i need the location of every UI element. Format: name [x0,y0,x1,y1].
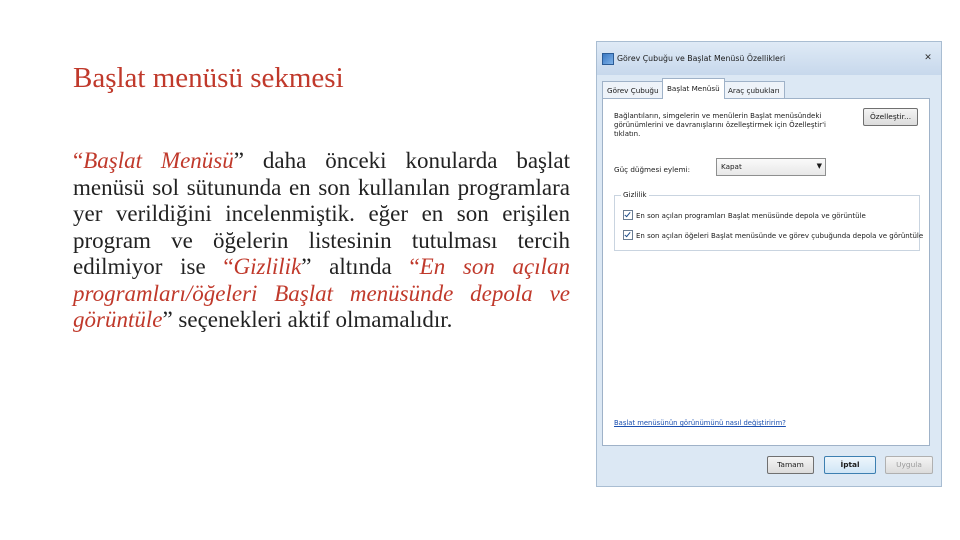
power-button-value: Kapat [721,162,742,171]
customize-description: Bağlantıların, simgelerin ve menülerin Başlat menüsündeki görünümlerini ve davranışlarını özelleştirmek için Özelleştir'i tıklatın. [614,112,826,138]
tab-start-menu[interactable]: Başlat Menüsü [662,78,725,99]
cancel-button[interactable]: İptal [824,456,876,474]
recent-items-label: En son açılan öğeleri Başlat menüsünde ve görev çubuğunda depola ve görüntüle [636,232,924,240]
customize-button[interactable]: Özelleştir... [863,108,918,126]
properties-dialog [596,41,942,487]
body-text-part3: seçenekleri aktif olmamalıdır. [172,307,453,332]
dialog-titlebar[interactable] [597,42,941,75]
chevron-down-icon: ▼ [816,162,822,170]
dialog-title: Görev Çubuğu ve Başlat Menüsü Özellikleri [617,54,786,63]
taskbar-properties-icon [602,53,614,65]
checkmark-icon[interactable] [623,230,633,240]
quote-open: “ [73,148,84,173]
recent-programs-checkbox-row[interactable] [623,211,866,221]
quote-close: ” [233,148,244,173]
body-text-part1: daha önceki konularda başlat menüsü sol sütununda en son kullanılan programlara yer verildiğini incelenmiştik. eğer en son erişilen program ve öğelerin listesinin tutulması tercih edilmiyor ise [73,148,570,279]
quoted-option-name: En son açılan programları/öğeleri Başlat menüsünde depola ve görüntüle [73,254,570,332]
power-button-select[interactable] [716,158,826,176]
tab-taskbar[interactable]: Görev Çubuğu [602,81,664,98]
quote-close: ” [301,254,312,279]
slide-title: Başlat menüsü sekmesi [73,62,344,94]
checkmark-icon[interactable] [623,210,633,220]
close-icon[interactable]: ✕ [924,53,932,63]
start-menu-panel [602,98,930,446]
recent-programs-label: En son açılan programları Başlat menüsünde depola ve görüntüle [636,212,866,220]
body-text-part2: altında [311,254,410,279]
recent-items-checkbox-row[interactable] [623,231,923,241]
ok-button[interactable]: Tamam [767,456,814,474]
apply-button[interactable]: Uygula [885,456,933,474]
quote-open: “ [223,254,234,279]
quote-open: “ [409,254,420,279]
quoted-privacy: Gizlilik [233,254,302,279]
tab-toolbars[interactable]: Araç çubukları [723,81,785,98]
power-button-label: Güç düğmesi eylemi: [614,165,691,174]
quote-close: ” [162,307,173,332]
quoted-start-menu: Başlat Menüsü [83,148,234,173]
slide-body-text [73,148,570,334]
privacy-group-label: Gizlilik [623,190,647,199]
help-link[interactable]: Başlat menüsünün görünümünü nasıl değiştiririm? [614,419,786,427]
privacy-group [614,190,924,251]
